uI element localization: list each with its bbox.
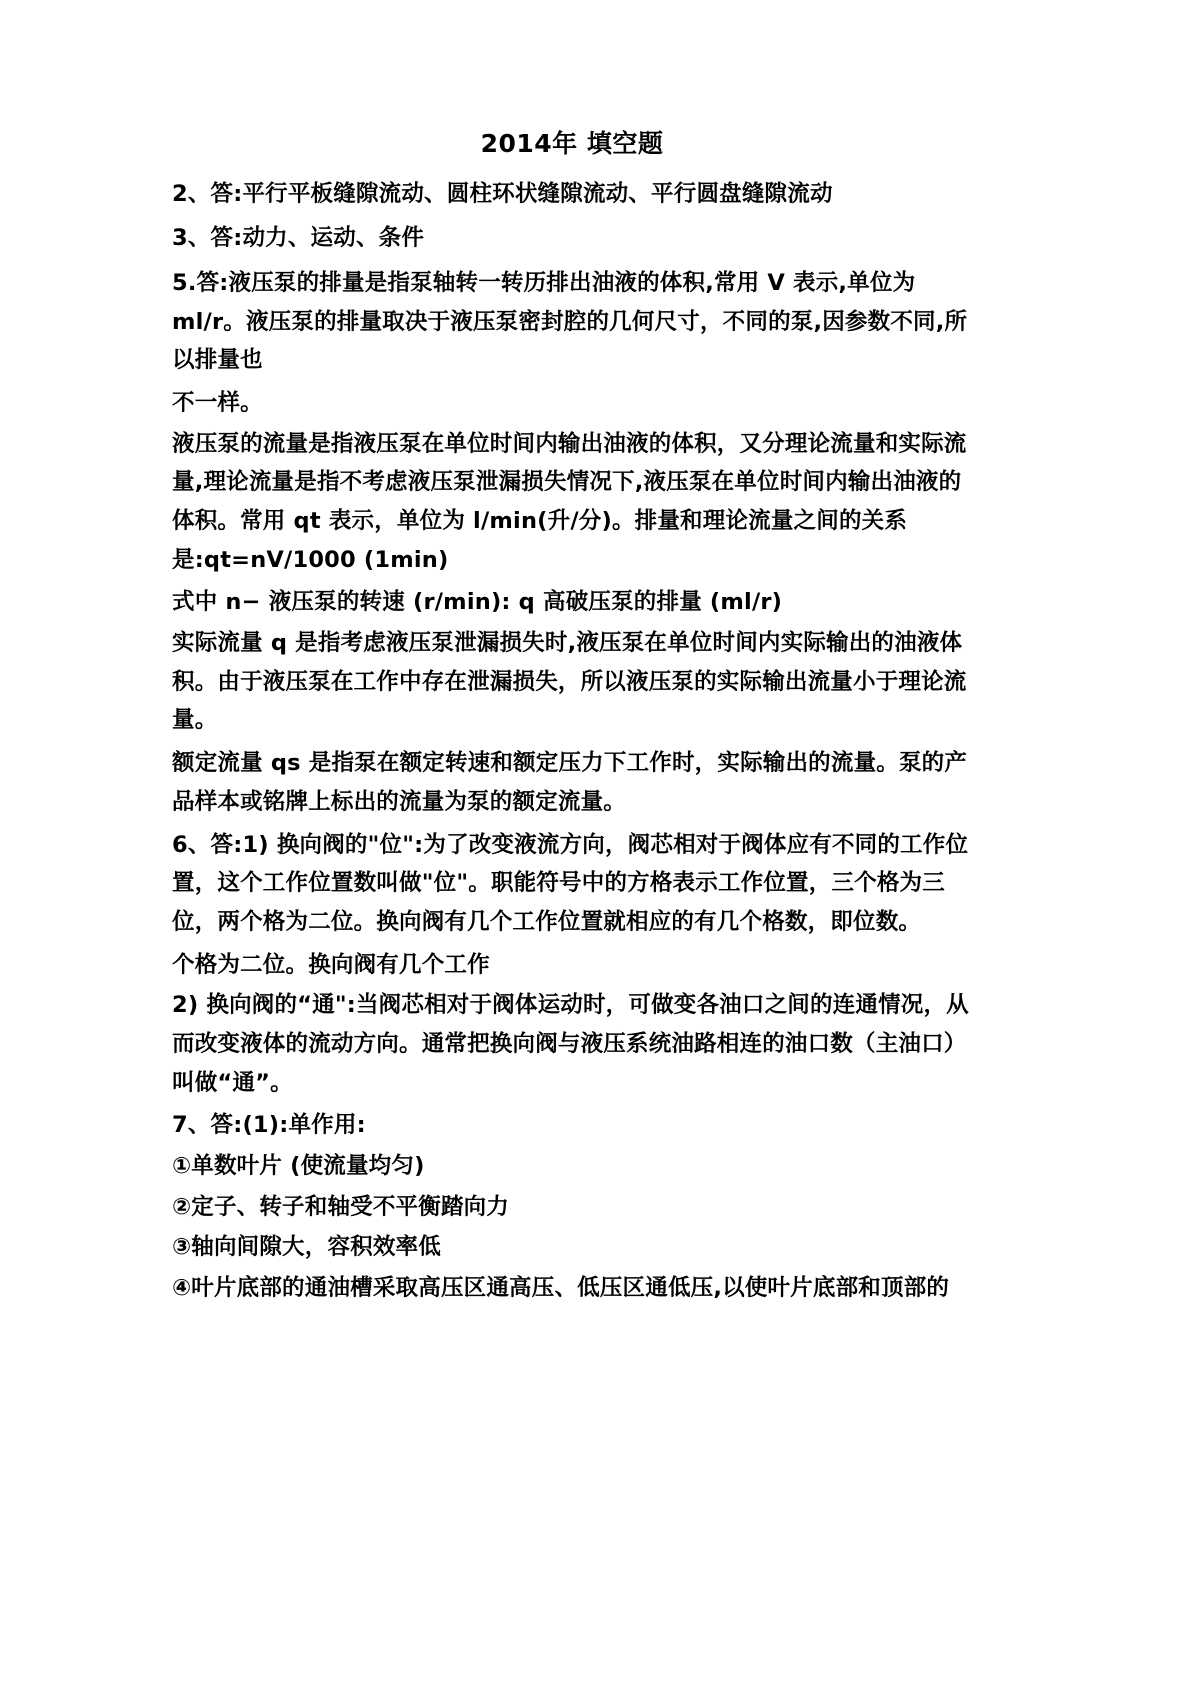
answer-paragraph-6-fragment: 个格为二位。换向阀有几个工作 [172, 951, 490, 978]
answer-paragraph-7-item-4: ④叶片底部的通油槽采取高压区通高压、低压区通低压,以使叶片底部和顶部的 [172, 1275, 950, 1302]
answer-paragraph-5-displacement: 5.答:液压泵的排量是指泵轴转一转历排出油液的体积,常用 V 表示,单位为 ml/r。液压泵的排量取决于液压泵密封腔的几何尺寸，不同的泵,因参数不同,所以排量也 [172, 269, 968, 374]
answer-paragraph-5-actual-flow: 实际流量 q 是指考虑液压泵泄漏损失时,液压泵在单位时间内实际输出的油液体积。由于液压泵在工作中存在泄漏损失，所以液压泵的实际输出流量小于理论流量。 [172, 630, 967, 734]
answer-paragraph-6-way: 2) 换向阀的“通":当阀芯相对于阀体运动时，可做变各油口之间的连通情况，从而改变液体的流动方向。通常把换向阀与液压系统油路相连的油口数（主油口）叫做“通”。 [172, 992, 969, 1096]
document-body [172, 128, 972, 1310]
page-title: 2014年 填空题 [480, 129, 664, 158]
answer-paragraph-3: 3、答:动力、运动、条件 [172, 225, 425, 252]
answer-paragraph-5-formula-legend: 式中 n− 液压泵的转速 (r/min): q 高破压泵的排量 (ml/r) [172, 589, 783, 616]
answer-paragraph-5-flow: 液压泵的流量是指液压泵在单位时间内输出油液的体积，又分理论流量和实际流量,理论流量是指不考虑液压泵泄漏损失情况下,液压泵在单位时间内输出油液的体积。常用 qt 表示，单位为 l/min(升/分)。排量和理论流量之间的关系是:qt=nV/1000 (1min) [172, 430, 967, 573]
answer-paragraph-6-position: 6、答:1) 换向阀的"位":为了改变液流方向，阀芯相对于阀体应有不同的工作位置，这个工作位置数叫做"位"。职能符号中的方格表示工作位置，三个格为三位，两个格为二位。换向阀有几个工作位置就相应的有几个格数，即位数。 [172, 831, 969, 935]
answer-paragraph-2: 2、答:平行平板缝隙流动、圆柱环状缝隙流动、平行圆盘缝隙流动 [172, 180, 833, 207]
answer-paragraph-5-continued: 不一样。 [172, 389, 263, 416]
answer-paragraph-7-item-3: ③轴向间隙大，容积效率低 [172, 1234, 441, 1261]
answer-paragraph-7-item-2: ②定子、转子和轴受不平衡踏向力 [172, 1193, 510, 1220]
answer-paragraph-5-rated-flow: 额定流量 qs 是指泵在额定转速和额定压力下工作时，实际输出的流量。泵的产品样本或铭牌上标出的流量为泵的额定流量。 [172, 750, 968, 815]
answer-paragraph-7-heading: 7、答:(1):单作用: [172, 1112, 366, 1139]
answer-paragraph-7-item-1: ①单数叶片 (使流量均匀) [172, 1153, 425, 1179]
